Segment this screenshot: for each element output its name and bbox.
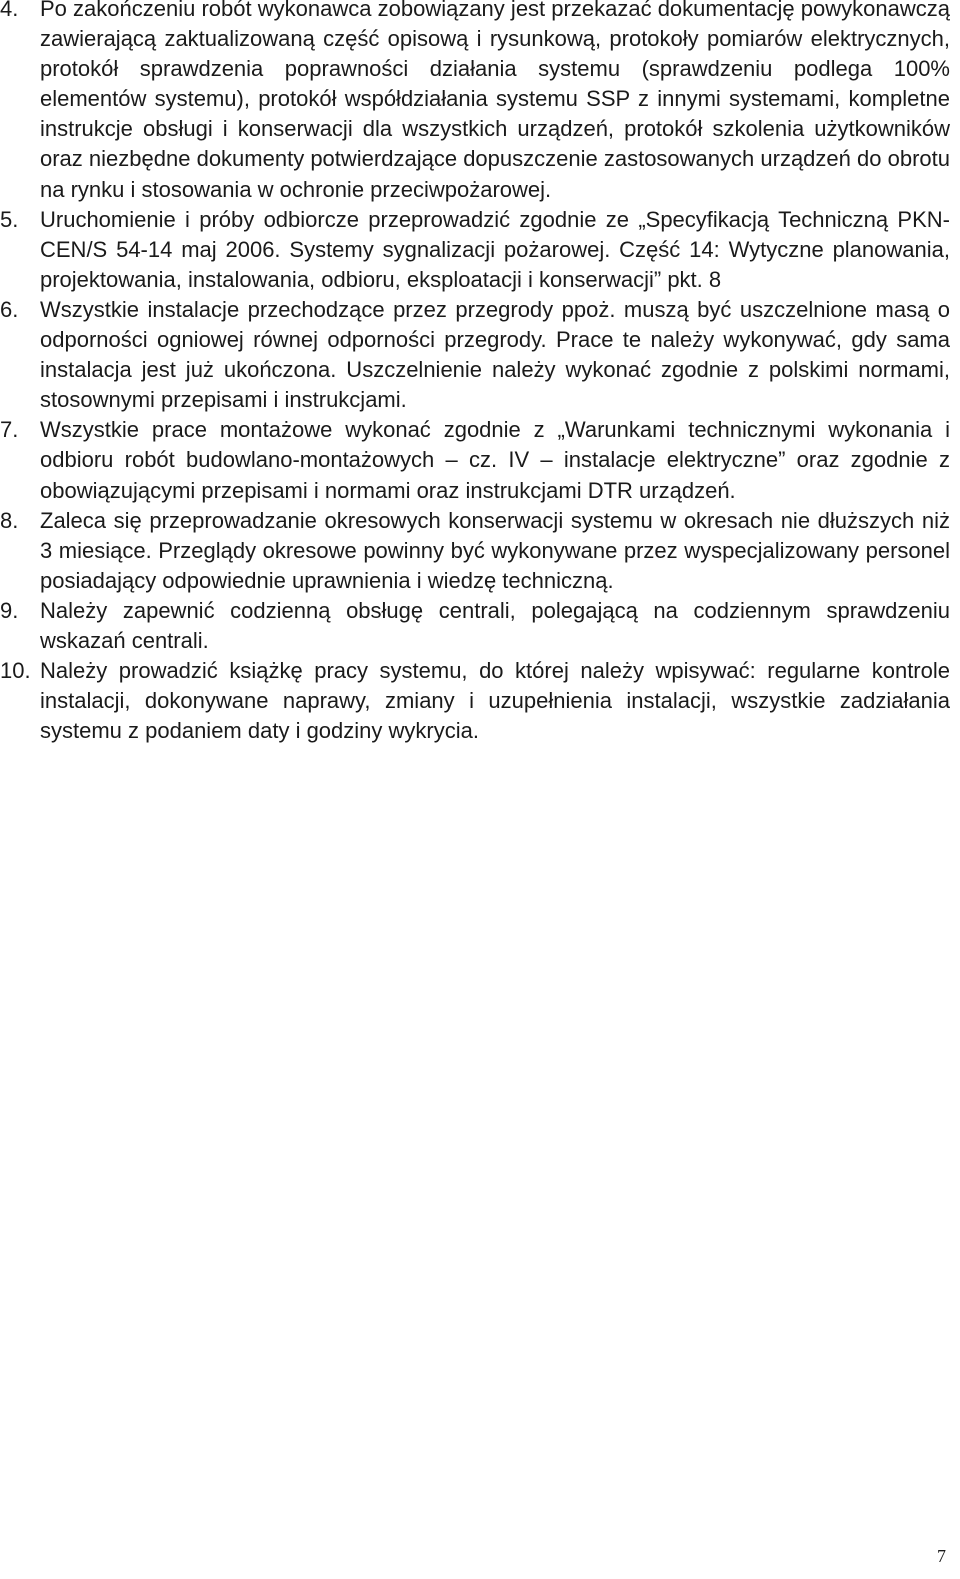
list-item-number: 4.: [0, 0, 19, 21]
list-item-text: Po zakończeniu robót wykonawca zobowiązany jest przekazać dokumentację powykonawczą zawierającą zaktualizowaną część opisową i rysunkową, protokoły pomiarów elektrycznych, protokół sprawdzenia poprawności działania systemu (sprawdzeniu podlega 100% elementów systemu), protokół współdziałania systemu SSP z innymi systemami, kompletne instrukcje obsługi i konserwacji dla wszystkich urządzeń, protokół szkolenia użytkowników oraz niezbędne dokumenty potwierdzające dopuszczenie zastosowanych urządzeń do obrotu na rynku i stosowania w ochronie przeciwpożarowej.: [40, 0, 950, 202]
list-item-number: 5.: [0, 206, 19, 232]
list-item-number: 9.: [0, 597, 19, 623]
list-item-6: [0, 295, 950, 415]
document-page: [0, 0, 950, 746]
list-item-number: 6.: [0, 296, 19, 322]
list-item-8: [0, 506, 950, 596]
list-item-text: Należy prowadzić książkę pracy systemu, do której należy wpisywać: regularne kontrole instalacji, dokonywane naprawy, zmiany i uzupełnienia instalacji, wszystkie zadziałania systemu z podaniem daty i godziny wykrycia.: [40, 658, 950, 744]
list-item-text: Uruchomienie i próby odbiorcze przeprowadzić zgodnie ze „Specyfikacją Techniczną PKN-CEN/S 54-14 maj 2006. Systemy sygnalizacji pożarowej. Część 14: Wytyczne planowania, projektowania, instalowania, odbioru, eksploatacji i konserwacji” pkt. 8: [40, 206, 950, 292]
list-item-7: [0, 415, 950, 505]
list-item-10: [0, 656, 950, 746]
list-item-number: 10.: [0, 658, 31, 684]
list-item-text: Należy zapewnić codzienną obsługę centrali, polegającą na codziennym sprawdzeniu wskazań centrali.: [40, 597, 950, 653]
list-item-9: [0, 596, 950, 656]
list-item-5: [0, 205, 950, 295]
list-item-text: Wszystkie instalacje przechodzące przez przegrody ppoż. muszą być uszczelnione masą o odporności ogniowej równej odporności przegrody. Prace te należy wykonywać, gdy sama instalacja jest już ukończona. Uszczelnienie należy wykonać zgodnie z polskimi normami, stosownymi przepisami i instrukcjami.: [40, 296, 950, 413]
list-item-text: Zaleca się przeprowadzanie okresowych konserwacji systemu w okresach nie dłuższych niż 3 miesiące. Przeglądy okresowe powinny być wykonywane przez wyspecjalizowany personel posiadający odpowiednie uprawnienia i wiedzę techniczną.: [40, 507, 950, 593]
list-item-text: Wszystkie prace montażowe wykonać zgodnie z „Warunkami technicznymi wykonania i odbioru robót budowlano-montażowych – cz. IV – instalacje elektryczne” oraz zgodnie z obowiązującymi przepisami i normami oraz instrukcjami DTR urządzeń.: [40, 417, 950, 503]
list-item-number: 8.: [0, 507, 19, 533]
list-item-4: [0, 0, 950, 205]
page-number: 7: [937, 1546, 946, 1566]
list-item-number: 7.: [0, 417, 19, 443]
numbered-list: [0, 0, 950, 746]
